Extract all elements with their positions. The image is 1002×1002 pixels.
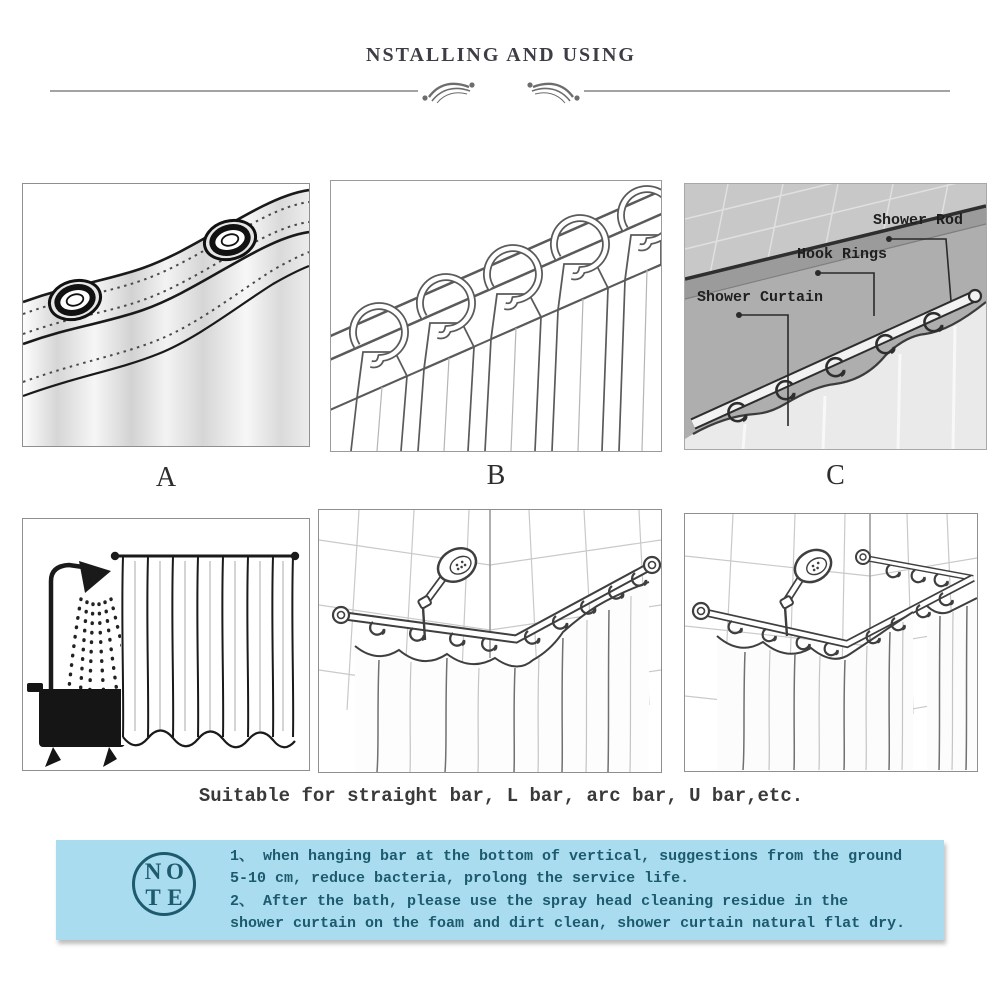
- note-box: [56, 840, 944, 940]
- suitability-caption: Suitable for straight bar, L bar, arc bar, U bar,etc.: [198, 785, 804, 807]
- note-badge-letter: E: [167, 884, 183, 910]
- note-text: [230, 846, 905, 936]
- shower-head-icon: [780, 544, 837, 636]
- note-badge-letter: O: [166, 858, 184, 884]
- panel-a: [22, 183, 310, 447]
- l-bar-corner-illustration: [319, 510, 661, 772]
- shower-head-icon: [79, 561, 111, 593]
- title-divider: [0, 74, 1002, 114]
- panel-d: [22, 518, 310, 771]
- note-badge-letter: N: [144, 858, 162, 884]
- panel-f: [684, 513, 978, 772]
- page-title: NSTALLING AND USING: [366, 44, 636, 66]
- grommet-curtain-illustration: [23, 184, 309, 446]
- section-label-a: A: [155, 462, 177, 493]
- note-line-2: 5-10 cm, reduce bacteria, prolong the service life.: [230, 870, 690, 888]
- note-badge: [132, 852, 196, 916]
- annotation-hook-rings: Hook Rings: [797, 246, 888, 263]
- panel-e: [318, 509, 662, 773]
- annotation-shower-rod: Shower Rod: [873, 212, 964, 229]
- straight-bar-bathtub-illustration: [23, 519, 309, 770]
- note-line-1: 1、 when hanging bar at the bottom of vertical, suggestions from the ground: [230, 848, 903, 865]
- hook-rings-rod-illustration: [331, 181, 661, 451]
- annotation-shower-curtain: Shower Curtain: [697, 289, 824, 306]
- u-bar-corner-illustration: [685, 514, 977, 770]
- bathtub-icon: [27, 683, 125, 767]
- note-line-3: 2、 After the bath, please use the spray head cleaning residue in the: [230, 892, 849, 910]
- panel-c: [684, 183, 987, 450]
- section-label-c: C: [826, 460, 845, 491]
- section-label-b: B: [486, 460, 506, 491]
- note-badge-letter: T: [145, 884, 161, 910]
- note-line-4: shower curtain on the foam and dirt clean, shower curtain natural flat dry.: [230, 915, 906, 933]
- panel-b: [330, 180, 662, 452]
- divider-ornament-left: [422, 82, 474, 103]
- divider-ornament-right: [527, 82, 579, 103]
